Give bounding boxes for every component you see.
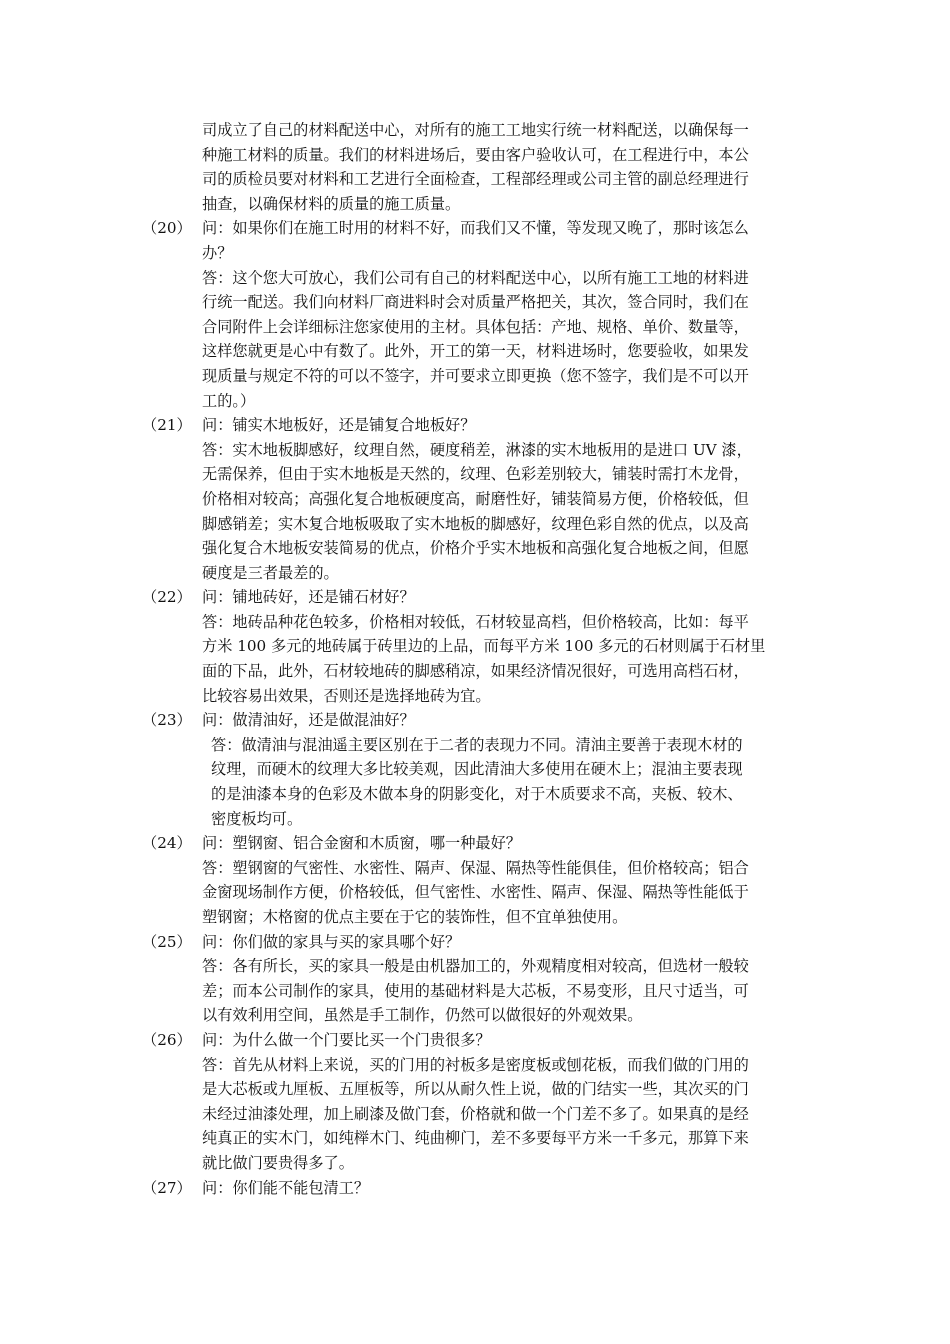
answer-line: 合同附件上会详细标注您家使用的主材。具体包括：产地、规格、单价、数量等， xyxy=(202,317,749,336)
question-number: （23） xyxy=(142,711,192,730)
answer-line: 差；而本公司制作的家具，使用的基础材料是大芯板，不易变形，且尺寸适当，可 xyxy=(202,981,749,1000)
answer-line: 答：实木地板脚感好，纹理自然，硬度稍差，淋漆的实木地板用的是进口 UV 漆， xyxy=(202,440,752,459)
answer-line: 未经过油漆处理，加上刷漆及做门套，价格就和做一个门差不多了。如果真的是经 xyxy=(202,1104,749,1123)
question-line xyxy=(0,585,950,610)
answer-line: 强化复合木地板安装简易的优点，价格介乎实木地板和高强化复合地板之间，但愿 xyxy=(202,539,749,558)
answer-line: 行统一配送。我们向材料厂商进料时会对质量严格把关，其次，签合同时，我们在 xyxy=(202,293,749,312)
qa-item-25 xyxy=(0,930,950,1028)
answer-line: 是大芯板或九厘板、五厘板等，所以从耐久性上说，做的门结实一些，其次买的门 xyxy=(202,1080,749,1099)
qa-item-21 xyxy=(0,413,950,585)
answer-line: 价格相对较高；高强化复合地板硬度高，耐磨性好，铺装简易方便，价格较低，但 xyxy=(202,489,749,508)
question-number: （21） xyxy=(142,416,192,435)
question-text: 问：如果你们在施工时用的材料不好，而我们又不懂，等发现又晚了，那时该怎么 xyxy=(202,219,749,238)
answer-line: 答：地砖品种花色较多，价格相对较低，石材较显高档，但价格较高，比如：每平 xyxy=(202,612,749,631)
answer-line: 答：各有所长，买的家具一般是由机器加工的，外观精度相对较高，但选材一般较 xyxy=(202,957,749,976)
answer-line: 答：这个您大可放心，我们公司有自己的材料配送中心，以所有施工工地的材料进 xyxy=(202,268,749,287)
answer-line: 方米 100 多元的地砖属于砖里边的上品，而每平方米 100 多元的石材则属于石材里 xyxy=(202,637,766,656)
text-line: 抽查，以确保材料的质量的施工质量。 xyxy=(202,194,461,213)
question-number: （27） xyxy=(142,1178,192,1197)
question-line xyxy=(0,930,950,955)
answer-line: 脚感销差；实木复合地板吸取了实木地板的脚感好，纹理色彩自然的优点，以及高 xyxy=(202,514,749,533)
qa-item-20 xyxy=(0,216,950,413)
answer-line: 面的下品，此外，石材较地砖的脚感稍凉，如果经济情况很好，可选用高档石材， xyxy=(202,662,749,681)
answer-line: 答：做清油与混油遥主要区别在于二者的表现力不同。清油主要善于表现木材的 xyxy=(211,735,743,754)
qa-item-24 xyxy=(0,831,950,929)
answer-line: 硬度是三者最差的。 xyxy=(202,563,339,582)
answer-line: 塑钢窗；木格窗的优点主要在于它的装饰性，但不宜单独使用。 xyxy=(202,908,628,926)
question-number: （24） xyxy=(142,834,192,853)
question-line xyxy=(0,708,950,733)
question-line xyxy=(0,216,950,241)
document-page xyxy=(0,118,950,1200)
question-line xyxy=(0,1028,950,1053)
answer-line: 金窗现场制作方便，价格较低，但气密性、水密性、隔声、保湿、隔热等性能低于 xyxy=(202,883,749,902)
answer-line: 比较容易出效果，否则还是选择地砖为宜。 xyxy=(202,686,491,705)
qa-item-26 xyxy=(0,1028,950,1176)
question-number: （22） xyxy=(142,588,192,607)
question-number: （20） xyxy=(142,219,192,238)
question-text: 问：做清油好，还是做混油好？ xyxy=(202,711,415,730)
answer-line: 这样您就更是心中有数了。此外，开工的第一天，材料进场时，您要验收，如果发 xyxy=(202,342,749,361)
answer-line: 答：首先从材料上来说，买的门用的衬板多是密度板或刨花板，而我们做的门用的 xyxy=(202,1055,749,1074)
answer-line: 答：塑钢窗的气密性、水密性、隔声、保湿、隔热等性能俱佳，但价格较高；铝合 xyxy=(202,858,749,877)
answer-line: 工的。） xyxy=(202,391,256,410)
intro-paragraph xyxy=(0,118,950,216)
answer-line: 以有效利用空间，虽然是手工制作，仍然可以做很好的外观效果。 xyxy=(202,1006,643,1025)
question-text: 问：你们能不能包清工？ xyxy=(202,1178,370,1197)
answer-line: 就比做门要贵得多了。 xyxy=(202,1153,354,1172)
question-text: 问：铺实木地板好，还是铺复合地板好？ xyxy=(202,416,476,435)
answer-line: 纯真正的实木门，如纯榉木门、纯曲柳门，差不多要每平方米一千多元，那算下来 xyxy=(202,1129,749,1148)
question-line xyxy=(0,831,950,856)
question-line xyxy=(0,1176,950,1201)
text-line: 司的质检员要对材料和工艺进行全面检查，工程部经理或公司主管的副总经理进行 xyxy=(202,170,749,189)
answer-line: 密度板均可。 xyxy=(211,809,303,828)
question-number: （26） xyxy=(142,1030,192,1049)
question-text: 问：为什么做一个门要比买一个门贵很多？ xyxy=(202,1030,491,1049)
answer-line: 无需保养，但由于实木地板是天然的，纹理、色彩差别较大，铺装时需打木龙骨， xyxy=(202,465,749,484)
text-line: 司成立了自己的材料配送中心，对所有的施工工地实行统一材料配送，以确保每一 xyxy=(202,121,749,139)
qa-item-27 xyxy=(0,1176,950,1201)
question-line xyxy=(0,413,950,438)
qa-item-23 xyxy=(0,708,950,831)
question-number: （25） xyxy=(142,932,192,951)
question-text: 问：塑钢窗、铝合金窗和木质窗，哪一种最好？ xyxy=(202,834,521,853)
answer-line: 纹理，而硬木的纹理大多比较美观，因此清油大多使用在硬木上；混油主要表现 xyxy=(211,760,743,779)
qa-item-22 xyxy=(0,585,950,708)
answer-line: 现质量与规定不符的可以不签字，并可要求立即更换（您不签字，我们是不可以开 xyxy=(202,366,749,385)
question-text: 办？ xyxy=(202,243,233,262)
answer-line: 的是油漆本身的色彩及木做本身的阴影变化，对于木质要求不高，夹板、较木、 xyxy=(211,785,743,804)
question-text: 问：铺地砖好，还是铺石材好？ xyxy=(202,588,415,607)
text-line: 种施工材料的质量。我们的材料进场后，要由客户验收认可，在工程进行中，本公 xyxy=(202,145,749,164)
question-text: 问：你们做的家具与买的家具哪个好？ xyxy=(202,932,461,951)
